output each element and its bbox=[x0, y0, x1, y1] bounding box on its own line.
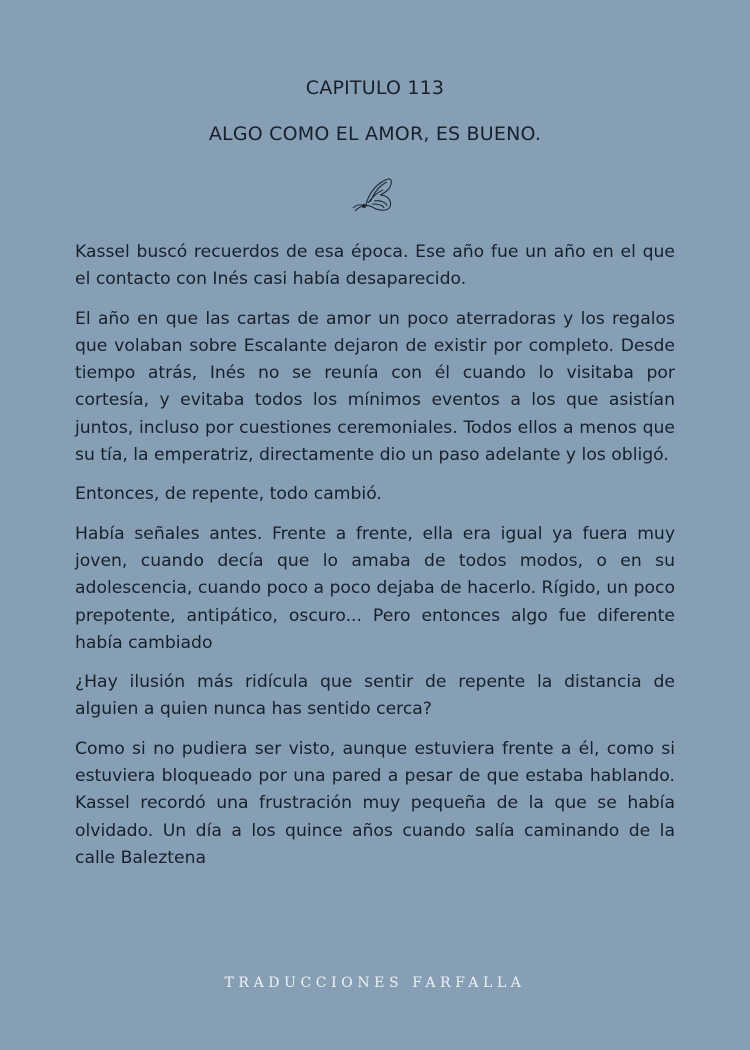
chapter-title: CAPITULO 113 bbox=[305, 77, 445, 99]
translator-credit: TRADUCCIONES FARFALLA bbox=[224, 975, 526, 991]
chapter-body bbox=[75, 239, 675, 884]
butterfly-icon bbox=[350, 175, 396, 215]
paragraph: Como si no pudiera ser visto, aunque estuviera frente a él, como si estuviera bloqueado por una pared a pesar de que estaba hablando. Kassel recordó una frustración muy pequeña de la que se había olvidado. Un día a los quince años cuando salía caminando de la calle Baleztena bbox=[75, 738, 675, 868]
paragraph: El año en que las cartas de amor un poco aterradoras y los regalos que volaban sobre Escalante dejaron de existir por completo. Desde tiempo atrás, Inés no se reunía con él cuando lo visitaba por cortesía, y evitaba todos los mínimos eventos a los que asistían juntos, incluso por cuestiones ceremoniales. Todos ellos a menos que su tía, la emperatriz, directamente dio un paso adelante y los obligó. bbox=[75, 308, 675, 466]
chapter-subtitle: ALGO COMO EL AMOR, ES BUENO. bbox=[208, 123, 542, 145]
paragraph: Había señales antes. Frente a frente, ella era igual ya fuera muy joven, cuando decía que lo amaba de todos modos, o en su adolescencia, cuando poco a poco dejaba de hacerlo. Rígido, un poco prepotente, antipático, oscuro... Pero entonces algo fue diferente había cambiado bbox=[75, 523, 675, 653]
paragraph: Entonces, de repente, todo cambió. bbox=[75, 484, 382, 505]
paragraph: Kassel buscó recuerdos de esa época. Ese año fue un año en el que el contacto con Inés casi había desaparecido. bbox=[75, 242, 675, 290]
paragraph: ¿Hay ilusión más ridícula que sentir de repente la distancia de alguien a quien nunca has sentido cerca? bbox=[75, 672, 675, 720]
